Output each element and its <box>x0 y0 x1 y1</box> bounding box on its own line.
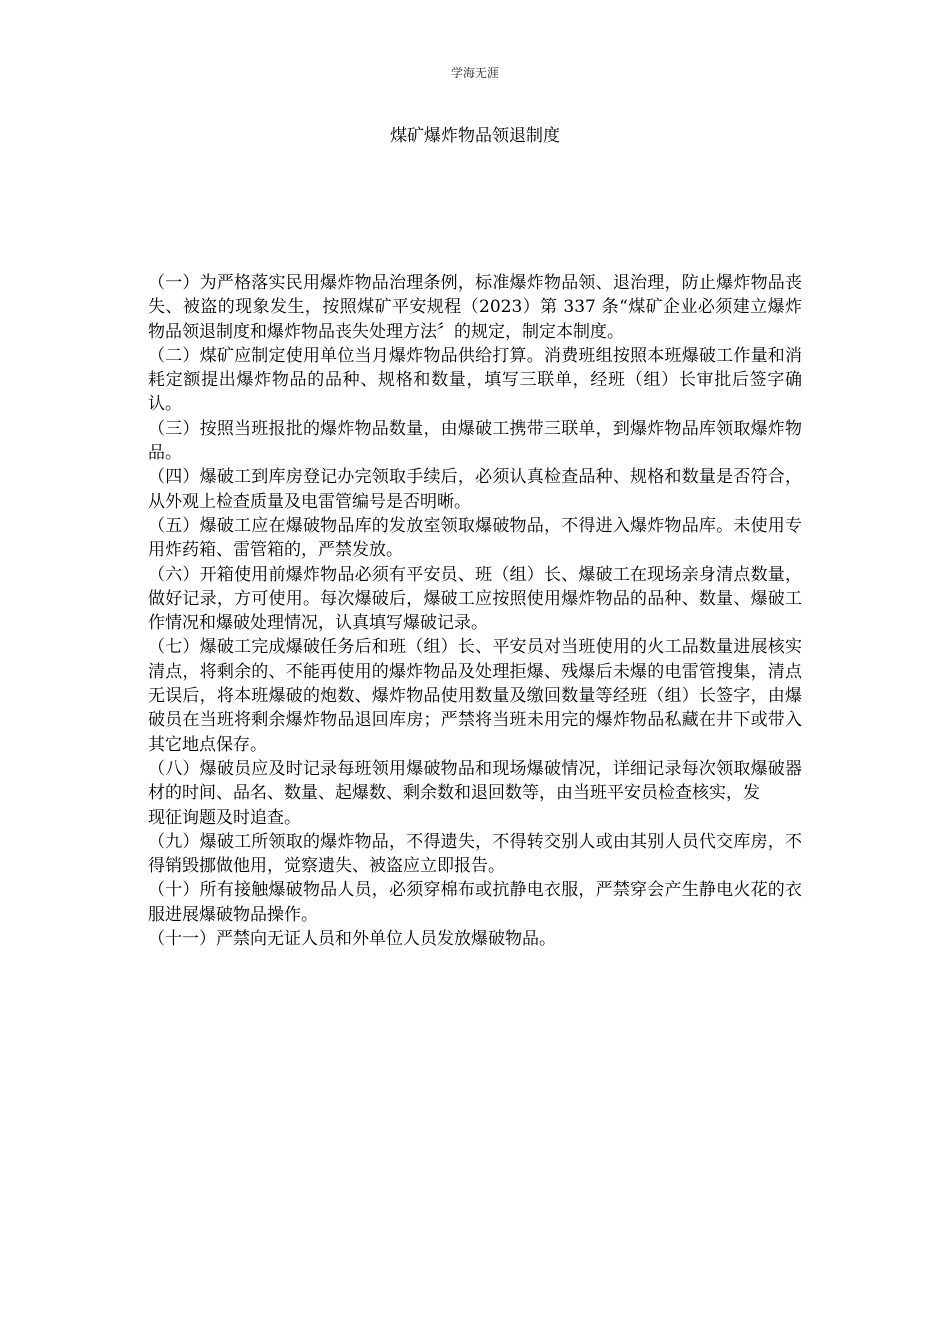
paragraph-9: （九）爆破工所领取的爆炸物品，不得遗失，不得转交别人或由其别人员代交库房，不得销毁挪做他用，觉察遗失、被盗应立即报告。 <box>148 831 802 877</box>
paragraph-7: （七）爆破工完成爆破任务后和班（组）长、平安员对当班使用的火工品数量进展核实清点，将剩余的、不能再使用的爆炸物品及处理拒爆、残爆后未爆的电雷管搜集，清点无误后，将本班爆破的炮数、爆炸物品使用数量及缴回数量等经班（组）长签字，由爆破员在当班将剩余爆炸物品退回库房；严禁将当班未用完的爆炸物品私藏在井下或带入其它地点保存。 <box>148 637 802 755</box>
paragraph-1: （一）为严格落实民用爆炸物品治理条例，标准爆炸物品领、退治理，防止爆炸物品丧失、被盗的现象发生，按照煤矿平安规程（2023）第 337 条“煤矿企业必须建立爆炸物品领退制度和爆炸物品丧失处理方法〞的规定，制定本制度。 <box>148 273 802 342</box>
paragraph-2: （二）煤矿应制定使用单位当月爆炸物品供给打算。消费班组按照本班爆破工作量和消耗定额提出爆炸物品的品种、规格和数量，填写三联单，经班（组）长审批后签字确认。 <box>148 345 802 415</box>
paragraph-5: （五）爆破工应在爆破物品库的发放室领取爆破物品，不得进入爆炸物品库。未使用专用炸药箱、雷管箱的，严禁发放。 <box>148 515 802 561</box>
paragraph-8: （八）爆破员应及时记录每班领用爆破物品和现场爆破情况，详细记录每次领取爆破器材的时间、品名、数量、起爆数、剩余数和退回数等，由当班平安员检查核实，发 <box>148 758 802 804</box>
paragraph-4: （四）爆破工到库房登记办完领取手续后，必须认真检查品种、规格和数量是否符合，从外观上检查质量及电雷管编号是否明晰。 <box>148 467 802 512</box>
paragraph-6: （六）开箱使用前爆炸物品必须有平安员、班（组）长、爆破工在现场亲身清点数量，做好记录，方可使用。每次爆破后，爆破工应按照使用爆炸物品的品种、数量、爆破工作情况和爆破处理情况，认真填写爆破记录。 <box>148 564 802 634</box>
paragraph-11: （十一）严禁向无证人员和外单位人员发放爆破物品。 <box>148 929 556 950</box>
document-body <box>148 271 802 951</box>
page-header: 学海无涯 <box>450 66 499 80</box>
document-title: 煤矿爆炸物品领退制度 <box>390 126 560 146</box>
paragraph-8-continued: 现征询题及时追查。 <box>148 807 301 828</box>
paragraph-3: （三）按照当班报批的爆炸物品数量，由爆破工携带三联单，到爆炸物品库领取爆炸物品。 <box>148 418 802 464</box>
paragraph-10: （十）所有接触爆破物品人员，必须穿棉布或抗静电衣服，严禁穿会产生静电火花的衣服进展爆破物品操作。 <box>148 880 802 925</box>
